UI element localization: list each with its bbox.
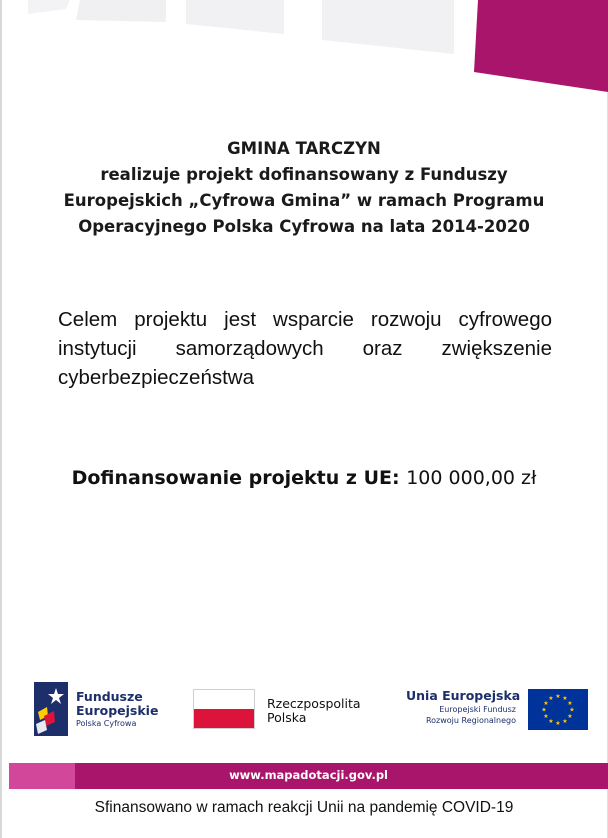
heading-line-2: realizuje projekt dofinansowany z Funduszy: [100, 165, 508, 184]
fundusze-title-line2: Europejskie: [76, 703, 159, 718]
footer-url[interactable]: www.mapadotacji.gov.pl: [229, 768, 388, 782]
funding-line: [0, 467, 608, 489]
heading-line-3: Europejskich „Cyfrowa Gmina” w ramach Programu: [63, 191, 545, 210]
svg-text:★: ★: [569, 706, 575, 714]
fundusze-title-line1: Fundusze: [76, 689, 143, 704]
funding-amount: 100 000,00 zł: [406, 467, 537, 489]
svg-text:★: ★: [543, 700, 549, 707]
svg-text:★: ★: [548, 695, 554, 702]
deco-gray-block-3: [186, 0, 284, 34]
footer-bar: [9, 763, 608, 789]
project-heading: [40, 136, 568, 240]
header-decoration: [0, 0, 608, 100]
svg-text:★: ★: [555, 720, 561, 727]
svg-text:★: ★: [555, 693, 561, 700]
deco-gray-block-4: [322, 0, 454, 54]
svg-text:★: ★: [541, 706, 547, 714]
svg-text:★: ★: [543, 713, 549, 720]
svg-text:★: ★: [562, 695, 568, 702]
deco-gray-block-2: [76, 0, 166, 22]
footer-bar-accent: [9, 763, 75, 789]
svg-text:★: ★: [567, 700, 573, 707]
unia-europejska-text: [406, 688, 521, 726]
ue-sub-line2: Rozwoju Regionalnego: [425, 716, 516, 725]
logo-strip: [0, 680, 608, 740]
funding-label: Dofinansowanie projektu z UE: [71, 467, 392, 489]
ue-sub-line1: Europejski Fundusz: [439, 705, 516, 714]
polish-flag-icon: [193, 689, 255, 729]
fundusze-subtitle: Polska Cyfrowa: [76, 719, 137, 728]
funding-separator: :: [391, 467, 400, 489]
covid-footnote: Sfinansowano w ramach reakcji Unii na pandemię COVID-19: [94, 799, 514, 816]
fundusze-europejskie-logo: [34, 682, 164, 736]
rzeczpospolita-line2: Polska: [267, 710, 307, 725]
heading-line-4: Operacyjnego Polska Cyfrowa na lata 2014-2020: [78, 217, 530, 236]
heading-line-1: GMINA TARCZYN: [227, 139, 381, 158]
svg-text:★: ★: [567, 713, 573, 720]
svg-text:★: ★: [548, 718, 554, 725]
fundusze-text: [76, 690, 158, 730]
rzeczpospolita-text: [267, 697, 361, 725]
rzeczpospolita-line1: Rzeczpospolita: [267, 696, 361, 711]
deco-gray-block-1: [28, 0, 70, 14]
deco-magenta-block: [474, 0, 608, 92]
ue-title: Unia Europejska: [406, 688, 521, 703]
fundusze-europejskie-icon: [34, 682, 68, 736]
project-goal-text: Celem projektu jest wsparcie rozwoju cyfrowego instytucji samorządowych oraz zwiększenie cyberbezpieczeństwa: [58, 308, 552, 389]
eu-flag-icon: [528, 689, 588, 730]
svg-text:★: ★: [562, 718, 568, 725]
